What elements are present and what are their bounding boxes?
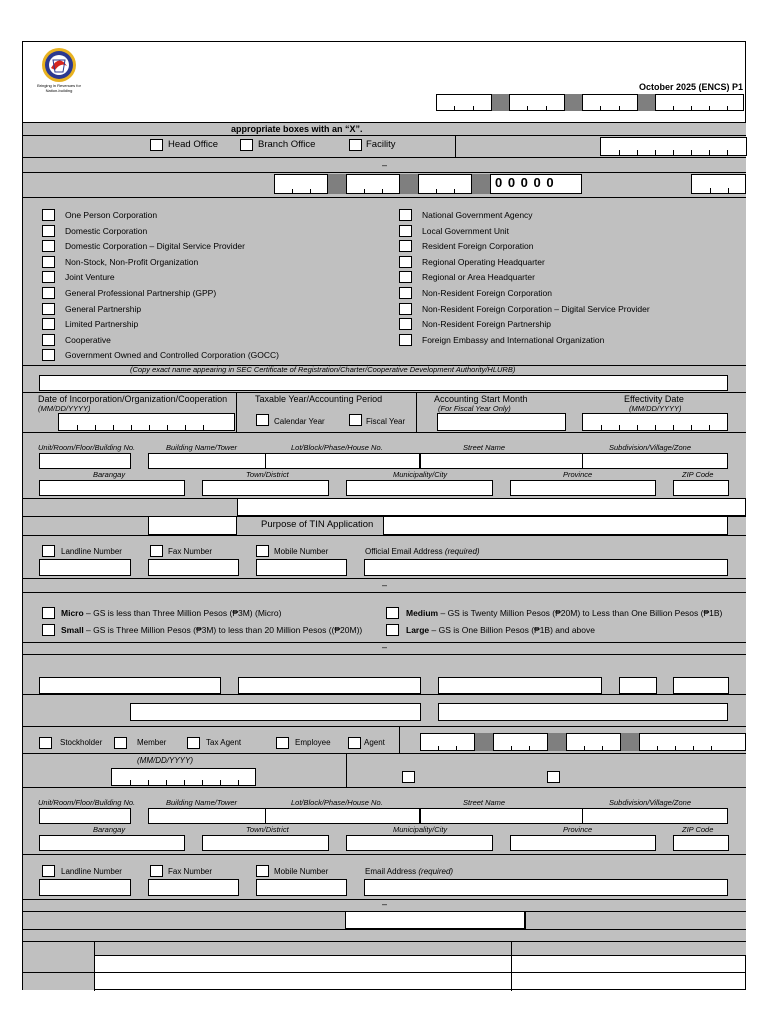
- effectivity-date-field[interactable]: [582, 413, 728, 431]
- barangay-field-rep[interactable]: [39, 835, 185, 851]
- landline-field[interactable]: [39, 559, 131, 576]
- rep-last-name-field[interactable]: [39, 677, 221, 694]
- landline-label: Landline Number: [61, 547, 122, 556]
- instruction-text: appropriate boxes with an “X”.: [231, 124, 363, 134]
- taxpayer-type-checkbox[interactable]: [42, 240, 55, 252]
- fax-field-rep[interactable]: [148, 879, 239, 896]
- zip-field[interactable]: [673, 480, 729, 496]
- taxpayer-type-checkbox[interactable]: [399, 318, 412, 330]
- taxpayer-type-label: One Person Corporation: [65, 210, 158, 220]
- taxpayer-type-label: Non-Stock, Non-Profit Organization: [65, 256, 199, 267]
- taxpayer-type-checkbox[interactable]: [42, 334, 55, 346]
- tin-field[interactable]: [436, 94, 744, 111]
- taxpayer-type-checkbox[interactable]: [399, 287, 412, 299]
- taxpayer-type-label: Resident Foreign Corporation: [422, 241, 534, 252]
- province-field[interactable]: [510, 480, 656, 496]
- section-separator-4: –: [381, 899, 387, 909]
- taxpayer-type-checkbox[interactable]: [42, 318, 55, 330]
- taxpayer-type-label: Local Government Unit: [422, 225, 509, 236]
- form-version: October 2025 (ENCS) P1: [638, 82, 743, 92]
- barangay-field[interactable]: [39, 480, 185, 496]
- branch-code-value: 0 0 0 0 0: [495, 175, 555, 190]
- rep-relationship-field[interactable]: [438, 703, 728, 721]
- relationship-label: Agent: [364, 738, 385, 747]
- email-label-text: Official Email Address: [365, 547, 443, 556]
- facility-checkbox[interactable]: [349, 139, 362, 151]
- taxpayer-type-checkbox[interactable]: [42, 349, 55, 361]
- taxpayer-type-label: National Government Agency: [422, 210, 533, 220]
- subdivision-field-rep[interactable]: [582, 808, 728, 824]
- taxpayer-type-label: Domestic Corporation – Digital Service Provider: [65, 241, 245, 252]
- fax-label: Fax Number: [168, 547, 213, 556]
- branch-office-label: Branch Office: [258, 139, 316, 150]
- large-desc: – GS is One Billion Pesos (₱1B) and above: [429, 625, 595, 635]
- incorporation-date-field[interactable]: [58, 413, 235, 431]
- rep-position-field[interactable]: [130, 703, 421, 721]
- lot-label: Lot/Block/Phase/House No.: [291, 443, 383, 452]
- taxpayer-type-checkbox[interactable]: [399, 225, 412, 237]
- email-required-note: (required): [444, 547, 480, 556]
- relationship-checkbox[interactable]: [348, 737, 361, 749]
- taxpayer-type-checkbox[interactable]: [399, 334, 412, 346]
- incorporation-date-label: Date of Incorporation/Organization/Cooperation: [38, 394, 228, 404]
- province-label: Province: [563, 470, 593, 479]
- town-field[interactable]: [202, 480, 329, 496]
- email-label: [365, 547, 480, 557]
- email-required-note: (required): [418, 867, 454, 876]
- taxpayer-type-label: Non-Resident Foreign Corporation: [422, 288, 552, 298]
- birth-date-field[interactable]: [111, 768, 256, 786]
- facility-label: Facility: [366, 139, 396, 150]
- registered-name-field[interactable]: [39, 375, 728, 391]
- fax-checkbox[interactable]: [150, 545, 163, 557]
- head-office-checkbox[interactable]: [150, 139, 163, 151]
- taxpayer-type-checkbox[interactable]: [42, 209, 55, 221]
- medium-desc: – GS is Twenty Million Pesos (₱20M) to Less than One Billion Pesos (₱1B): [438, 608, 723, 618]
- medium-option: [406, 608, 722, 618]
- street-label-rep: Street Name: [463, 798, 506, 807]
- micro-checkbox[interactable]: [42, 607, 55, 619]
- unit-label: Unit/Room/Floor/Building No.: [38, 443, 136, 452]
- landline-checkbox-rep[interactable]: [42, 865, 55, 877]
- town-label: Town/District: [246, 470, 289, 479]
- municipality-label: Municipality/City: [393, 470, 448, 479]
- rep-tin-field[interactable]: [420, 733, 746, 751]
- relationship-checkbox[interactable]: [276, 737, 289, 749]
- fiscal-year-checkbox[interactable]: [349, 414, 362, 426]
- rep-suffix-field[interactable]: [619, 677, 657, 694]
- taxpayer-type-checkbox[interactable]: [42, 271, 55, 283]
- taxpayer-type-label: Cooperative: [65, 334, 111, 345]
- unit-field[interactable]: [39, 453, 131, 469]
- rep-middle-name-field[interactable]: [438, 677, 602, 694]
- mobile-checkbox-rep[interactable]: [256, 865, 269, 877]
- province-field-rep[interactable]: [510, 835, 656, 851]
- subdivision-label-rep: Subdivision/Village/Zone: [609, 798, 691, 807]
- form-frame: [22, 41, 746, 990]
- lot-field[interactable]: [265, 453, 420, 469]
- taxpayer-type-label: Regional or Area Headquarter: [422, 272, 535, 283]
- province-label-rep: Province: [563, 825, 593, 834]
- municipality-field[interactable]: [346, 480, 493, 496]
- taxpayer-type-checkbox[interactable]: [399, 303, 412, 315]
- head-office-label: Head Office: [168, 139, 218, 150]
- mobile-label: Mobile Number: [274, 547, 329, 556]
- taxpayer-type-checkbox[interactable]: [42, 287, 55, 299]
- small-option: [61, 625, 362, 635]
- large-option: [406, 625, 595, 635]
- mobile-checkbox[interactable]: [256, 545, 269, 557]
- birth-date-format: (MM/DD/YYYY): [137, 756, 193, 765]
- email-label-text: Email Address: [365, 867, 417, 876]
- medium-checkbox[interactable]: [386, 607, 399, 619]
- barangay-label: Barangay: [93, 470, 126, 479]
- relationship-label: Employee: [295, 738, 331, 747]
- effectivity-date-format: (MM/DD/YYYY): [629, 404, 682, 413]
- taxpayer-type-checkbox[interactable]: [399, 271, 412, 283]
- relationship-checkbox[interactable]: [114, 737, 127, 749]
- accounting-start-note: (For Fiscal Year Only): [438, 404, 511, 413]
- fax-field[interactable]: [148, 559, 239, 576]
- large-checkbox[interactable]: [386, 624, 399, 636]
- fax-checkbox-rep[interactable]: [150, 865, 163, 877]
- landline-checkbox[interactable]: [42, 545, 55, 557]
- attachment-row-1[interactable]: [95, 956, 746, 972]
- fiscal-year-label: Fiscal Year: [366, 417, 406, 426]
- taxpayer-type-label: Foreign Embassy and International Organization: [422, 334, 605, 345]
- relationship-label: Stockholder: [60, 738, 103, 747]
- taxpayer-type-checkbox[interactable]: [399, 209, 412, 221]
- mobile-label-rep: Mobile Number: [274, 867, 329, 876]
- zip-label-rep: ZIP Code: [682, 825, 714, 834]
- gender-male-checkbox[interactable]: [402, 771, 415, 783]
- subdivision-label: Subdivision/Village/Zone: [609, 443, 691, 452]
- lot-label-rep: Lot/Block/Phase/House No.: [291, 798, 383, 807]
- email-field[interactable]: [364, 559, 728, 576]
- fax-label-rep: Fax Number: [168, 867, 213, 876]
- purpose-label: Purpose of TIN Application: [261, 519, 374, 530]
- building-label: Building Name/Tower: [166, 443, 238, 452]
- relationship-label: Tax Agent: [206, 738, 242, 747]
- taxpayer-type-label: Government Owned and Controlled Corporation (GOCC): [65, 350, 280, 361]
- signature-field[interactable]: [345, 911, 525, 929]
- small-desc: – GS is Three Million Pesos (₱3M) to less than 20 Million Pesos ((₱20M)): [83, 625, 363, 635]
- unit-field-rep[interactable]: [39, 808, 131, 824]
- rep-first-name-field[interactable]: [238, 677, 421, 694]
- accounting-start-label: Accounting Start Month: [434, 394, 528, 404]
- landline-field-rep[interactable]: [39, 879, 131, 896]
- small-name: Small: [61, 625, 84, 635]
- effectivity-date-label: Effectivity Date: [624, 394, 684, 404]
- unit-label-rep: Unit/Room/Floor/Building No.: [38, 798, 136, 807]
- email-label-rep: [365, 867, 453, 877]
- calendar-year-checkbox[interactable]: [256, 414, 269, 426]
- town-label-rep: Town/District: [246, 825, 289, 834]
- taxpayer-type-label: Non-Resident Foreign Partnership: [422, 319, 551, 330]
- small-checkbox[interactable]: [42, 624, 55, 636]
- taxpayer-type-label: General Professional Partnership (GPP): [65, 288, 217, 298]
- street-label: Street Name: [463, 443, 506, 452]
- taxpayer-type-label: Domestic Corporation: [65, 225, 148, 236]
- taxpayer-type-checkbox[interactable]: [399, 240, 412, 252]
- mobile-field-rep[interactable]: [256, 879, 347, 896]
- micro-option: [61, 608, 281, 618]
- taxable-year-label: Taxable Year/Accounting Period: [255, 394, 383, 404]
- accounting-start-field[interactable]: [437, 413, 566, 431]
- foreign-address-field[interactable]: [237, 498, 746, 516]
- taxpayer-type-label: Limited Partnership: [65, 319, 139, 330]
- section-separator-3: –: [381, 642, 387, 652]
- street-field-rep[interactable]: [420, 808, 593, 824]
- lot-field-rep[interactable]: [265, 808, 420, 824]
- attachment-row-2[interactable]: [95, 973, 746, 990]
- barangay-label-rep: Barangay: [93, 825, 126, 834]
- email-field-rep[interactable]: [364, 879, 728, 896]
- branch-office-checkbox[interactable]: [240, 139, 253, 151]
- relationship-label: Member: [137, 738, 167, 747]
- taxpayer-type-label: Regional Operating Headquarter: [422, 256, 545, 267]
- zip-field-rep[interactable]: [673, 835, 729, 851]
- rep-nickname-field[interactable]: [673, 677, 729, 694]
- municipality-label-rep: Municipality/City: [393, 825, 448, 834]
- large-name: Large: [406, 625, 430, 635]
- taxpayer-type-checkbox[interactable]: [42, 303, 55, 315]
- street-field[interactable]: [420, 453, 593, 469]
- landline-label-rep: Landline Number: [61, 867, 122, 876]
- logo-tagline: Bringing in Revenues for Nation-building: [37, 83, 81, 93]
- municipality-field-rep[interactable]: [346, 835, 493, 851]
- medium-name: Medium: [406, 608, 439, 618]
- town-field-rep[interactable]: [202, 835, 329, 851]
- taxpayer-type-checkbox[interactable]: [399, 256, 412, 268]
- taxpayer-type-checkbox[interactable]: [42, 256, 55, 268]
- zip-label: ZIP Code: [682, 470, 714, 479]
- micro-name: Micro: [61, 608, 84, 618]
- purpose-code-field[interactable]: [148, 516, 237, 535]
- relationship-checkbox[interactable]: [187, 737, 200, 749]
- section-separator: –: [381, 160, 387, 170]
- taxpayer-type-label: Joint Venture: [65, 272, 115, 283]
- rdo-field-2[interactable]: [691, 174, 746, 194]
- taxpayer-type-checkbox[interactable]: [42, 225, 55, 237]
- taxpayer-type-label: Non-Resident Foreign Corporation – Digital Service Provider: [422, 303, 650, 314]
- registered-name-note: (Copy exact name appearing in SEC Certificate of Registration/Charter/Cooperative Development Authority/HLURB): [130, 365, 516, 374]
- section-separator-2: –: [381, 580, 387, 590]
- gender-female-checkbox[interactable]: [547, 771, 560, 783]
- rdo-code-field[interactable]: [600, 137, 747, 156]
- calendar-year-label: Calendar Year: [274, 417, 325, 426]
- micro-desc: – GS is less than Three Million Pesos (₱3M) (Micro): [83, 608, 282, 618]
- mobile-field[interactable]: [256, 559, 347, 576]
- building-label-rep: Building Name/Tower: [166, 798, 238, 807]
- subdivision-field[interactable]: [582, 453, 728, 469]
- taxpayer-type-label: General Partnership: [65, 303, 142, 314]
- bir-logo: [37, 46, 81, 86]
- incorporation-date-format: (MM/DD/YYYY): [38, 404, 91, 413]
- relationship-checkbox[interactable]: [39, 737, 52, 749]
- purpose-field[interactable]: [383, 516, 728, 535]
